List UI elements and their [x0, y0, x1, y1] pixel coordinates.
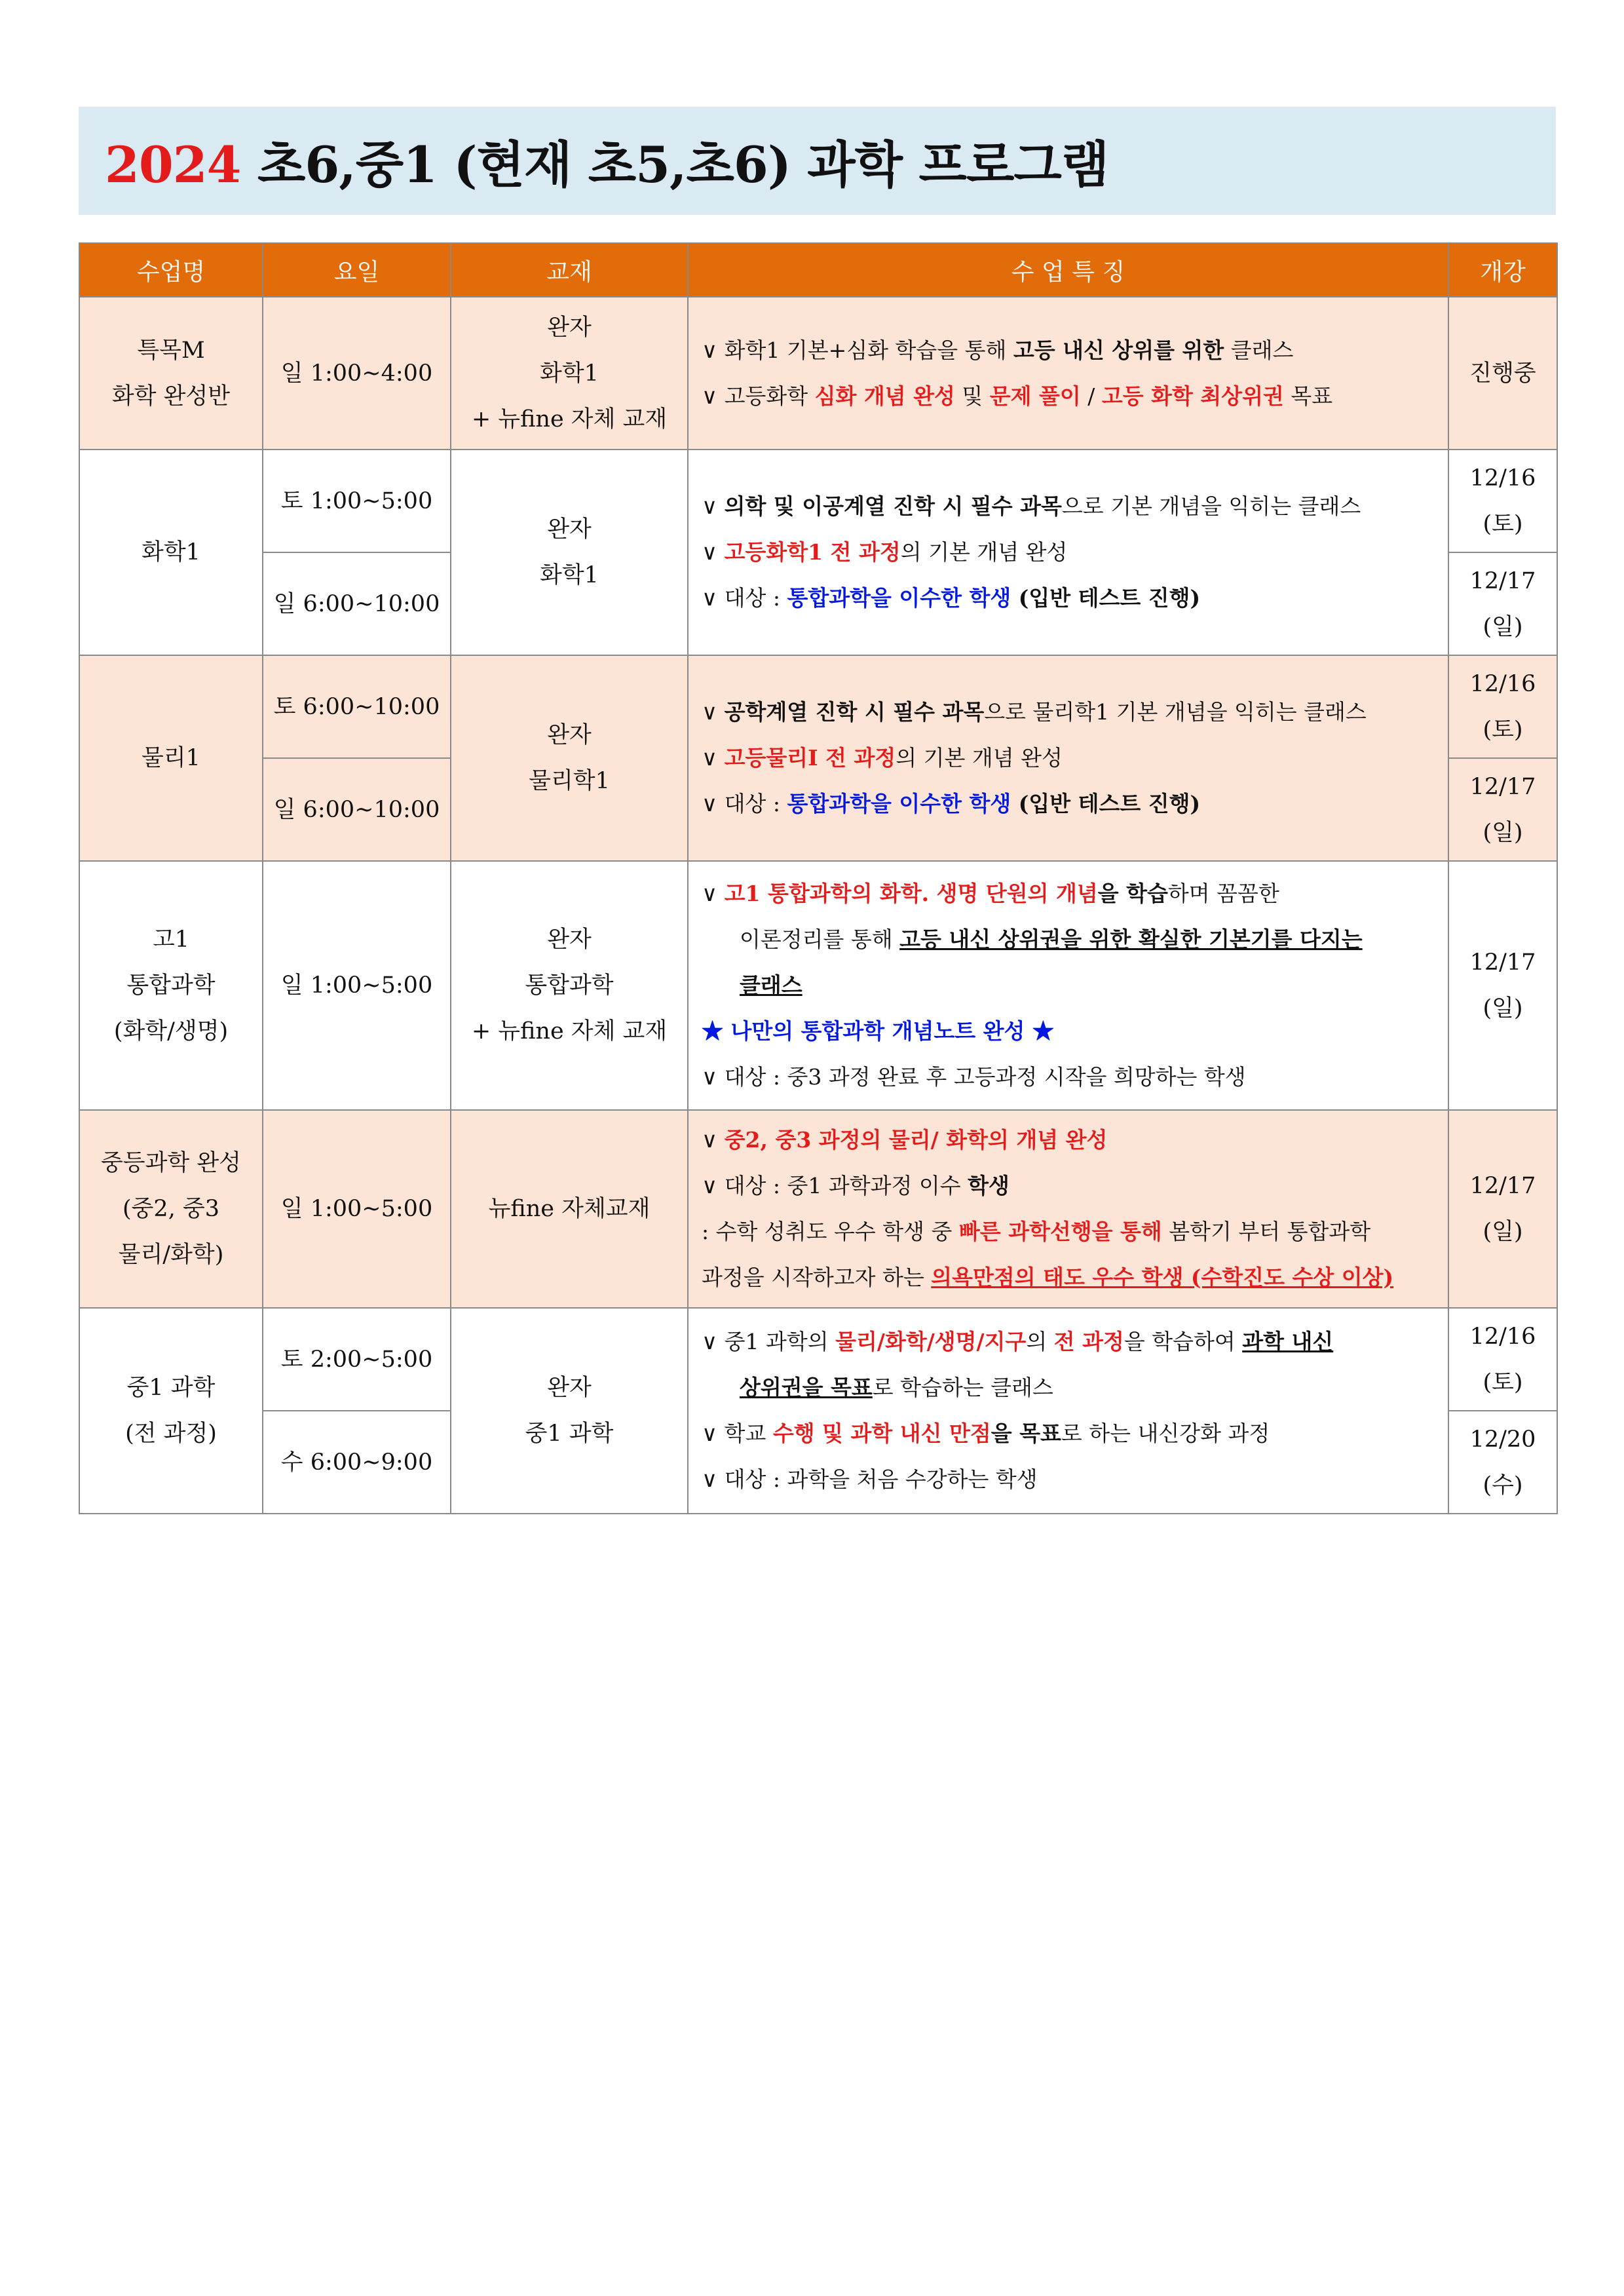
feature-text: 고등화학1 전 과정 [724, 539, 901, 565]
feature-text: : 수학 성취도 우수 학생 중 [702, 1219, 959, 1244]
table-row [79, 297, 1557, 450]
textbook-line: 통합과학 [525, 972, 614, 999]
page-title [105, 125, 1108, 197]
feature-text: 고등 내신 상위권을 위한 확실한 기본기를 다지는 [899, 927, 1363, 952]
class-name-line: (중2, 중3 [122, 1196, 220, 1222]
open-date-cell [1448, 655, 1557, 758]
feature-line [702, 781, 1435, 827]
open-date-line: (수) [1482, 1472, 1523, 1499]
feature-text: 과학 내신 [1242, 1329, 1334, 1354]
feature-text: ∨ [702, 1127, 725, 1153]
feature-text: 문제 풀이 [989, 383, 1081, 409]
class-time-cell: 토 1:00~5:00 [263, 450, 451, 552]
feature-line [702, 575, 1435, 621]
feature-text: 의욕만점의 태도 우수 학생 (수학진도 수상 이상) [931, 1265, 1394, 1290]
table-row [79, 655, 1557, 758]
open-date-cell [1448, 450, 1557, 552]
feature-text: ∨ 고등화학 [702, 383, 815, 409]
features-cell [688, 1110, 1448, 1308]
open-date-line: 12/17 [1469, 1173, 1536, 1199]
feature-text: 및 [954, 383, 990, 409]
class-time-cell: 일 6:00~10:00 [263, 552, 451, 655]
textbook-line: 중1 과학 [525, 1421, 614, 1447]
feature-text: ∨ [702, 881, 725, 906]
feature-text: 고등 화학 최상위권 [1101, 383, 1284, 409]
class-name-line: 화학1 [142, 539, 200, 565]
textbook-line: + 뉴fine 자체 교재 [471, 1018, 668, 1044]
class-name-line: 특목M [137, 337, 205, 364]
header-row [79, 243, 1557, 297]
feature-line [702, 1209, 1435, 1255]
feature-text: 중2, 중3 과정의 물리/ 화학의 개념 완성 [724, 1127, 1108, 1153]
textbook-line: 완자 [547, 1375, 592, 1401]
feature-text: 을 학습 [1097, 881, 1168, 906]
feature-line [702, 529, 1435, 575]
class-name-line: 중1 과학 [126, 1375, 216, 1401]
open-date-line: (일) [1482, 613, 1523, 640]
feature-text: 물리/화학/생명/지구 [835, 1329, 1027, 1354]
open-date-line: (토) [1482, 510, 1523, 537]
textbook-cell [451, 297, 688, 450]
features-cell [688, 861, 1448, 1110]
feature-text: 의 기본 개념 완성 [896, 745, 1063, 771]
open-date-line: (일) [1482, 1219, 1523, 1245]
feature-text: 학생 [968, 1173, 1010, 1198]
textbook-line: 화학1 [540, 562, 599, 588]
feature-text: 고등 내신 상위를 위한 [1013, 337, 1224, 363]
header-open-date: 개강 [1448, 243, 1557, 297]
features-cell [688, 1308, 1448, 1514]
feature-text: 로 하는 내신강화 과정 [1061, 1421, 1270, 1446]
feature-line [702, 735, 1435, 781]
feature-text: 봄학기 부터 통합과학 [1161, 1219, 1371, 1244]
feature-line [702, 1054, 1435, 1100]
feature-line [702, 373, 1435, 419]
feature-line [702, 1255, 1435, 1301]
feature-text: 하며 꼼꼼한 [1167, 881, 1279, 906]
class-time-cell: 일 1:00~4:00 [263, 297, 451, 450]
feature-line [702, 1163, 1435, 1209]
feature-text: ∨ 학교 [702, 1421, 773, 1446]
textbook-line: 물리학1 [529, 768, 610, 794]
header-class-name: 수업명 [79, 243, 263, 297]
header-day: 요일 [263, 243, 451, 297]
open-date-line: 12/16 [1469, 670, 1536, 697]
feature-text: ∨ [702, 539, 725, 565]
feature-line [702, 1319, 1435, 1365]
open-date-cell [1448, 1110, 1557, 1308]
feature-text: 빠른 과학선행을 통해 [958, 1219, 1162, 1244]
textbook-line: 완자 [547, 722, 592, 748]
feature-text: 심화 개념 완성 [814, 383, 955, 409]
title-text: 초6,중1 (현재 초5,초6) 과학 프로그램 [257, 136, 1109, 194]
feature-text: / [1080, 383, 1102, 409]
feature-line [702, 1457, 1435, 1502]
open-date-cell [1448, 1308, 1557, 1411]
open-date-cell [1448, 1411, 1557, 1514]
open-date-line: (일) [1482, 819, 1523, 846]
header-features: 수 업 특 징 [688, 243, 1448, 297]
textbook-cell [451, 450, 688, 655]
class-time-cell: 토 2:00~5:00 [263, 1308, 451, 1411]
class-time-cell: 일 1:00~5:00 [263, 861, 451, 1110]
feature-line [702, 689, 1435, 735]
feature-line [702, 484, 1435, 529]
feature-text: 로 학습하는 클래스 [872, 1375, 1053, 1400]
feature-text: ∨ 중1 과학의 [702, 1329, 836, 1354]
open-date-cell [1448, 758, 1557, 861]
open-date-line: 12/17 [1469, 567, 1536, 594]
features-cell [688, 297, 1448, 450]
feature-text: (입반 테스트 진행) [1011, 791, 1201, 816]
feature-text: ∨ 대상 : [702, 791, 787, 816]
feature-text: 목표 [1283, 383, 1333, 409]
open-date-cell [1448, 552, 1557, 655]
class-name-cell [79, 1110, 263, 1308]
schedule-body [79, 297, 1557, 1514]
class-name-line: 고1 [152, 927, 190, 953]
feature-text: 이론정리를 통해 [740, 927, 900, 952]
open-date-line: (일) [1482, 995, 1523, 1022]
class-time-cell: 일 6:00~10:00 [263, 758, 451, 861]
class-name-cell [79, 1308, 263, 1514]
feature-text: 을 학습하여 [1124, 1329, 1243, 1354]
feature-line [702, 917, 1435, 963]
class-name-cell [79, 861, 263, 1110]
feature-text: 의학 및 이공계열 진학 시 필수 과목 [724, 493, 1062, 519]
class-name-line: 화학 완성반 [111, 383, 231, 410]
feature-text: 공학계열 진학 시 필수 과목 [724, 699, 985, 725]
features-cell [688, 450, 1448, 655]
feature-text: 으로 기본 개념을 익히는 클래스 [1061, 493, 1361, 519]
textbook-line: + 뉴fine 자체 교재 [471, 406, 668, 432]
feature-text: ∨ 대상 : [702, 585, 787, 611]
feature-line [702, 963, 1435, 1008]
textbook-line: 화학1 [540, 360, 599, 387]
textbook-cell [451, 861, 688, 1110]
feature-text: ∨ 대상 : 과학을 처음 수강하는 학생 [702, 1466, 1038, 1492]
feature-text: 통합과학을 이수한 학생 [787, 791, 1011, 816]
textbook-line: 완자 [547, 314, 592, 341]
textbook-cell [451, 1110, 688, 1308]
table-row [79, 1308, 1557, 1411]
open-date-line: 12/17 [1469, 773, 1536, 800]
schedule-table [79, 242, 1558, 1514]
open-date-line: 12/16 [1469, 1323, 1536, 1350]
class-name-cell [79, 450, 263, 655]
feature-line [702, 1008, 1435, 1054]
feature-text: 고1 통합과학의 화학. 생명 단원의 개념 [724, 881, 1098, 906]
feature-text: 의 [1026, 1329, 1054, 1354]
textbook-line: 완자 [547, 516, 592, 543]
feature-text: (입반 테스트 진행) [1011, 585, 1201, 611]
class-name-cell [79, 297, 263, 450]
header-textbook: 교재 [451, 243, 688, 297]
feature-text: ∨ [702, 493, 725, 519]
class-name-line: 통합과학 [126, 972, 216, 999]
feature-text: 클래스 [740, 972, 803, 998]
class-time-cell: 일 1:00~5:00 [263, 1110, 451, 1308]
table-row [79, 1110, 1557, 1308]
open-date-line: 12/17 [1469, 949, 1536, 976]
feature-line [702, 328, 1435, 373]
features-cell [688, 655, 1448, 861]
feature-text: ∨ 대상 : 중1 과학과정 이수 [702, 1173, 968, 1198]
title-banner [79, 107, 1556, 215]
open-date-cell [1448, 861, 1557, 1110]
open-date-line: (토) [1482, 1369, 1523, 1396]
class-name-line: 중등과학 완성 [101, 1150, 241, 1176]
feature-line [702, 1365, 1435, 1411]
feature-text: 고등물리I 전 과정 [724, 745, 896, 771]
feature-text: 으로 물리학1 기본 개념을 익히는 클래스 [984, 699, 1367, 725]
open-date-line: 12/16 [1469, 465, 1536, 491]
textbook-line: 뉴fine 자체교재 [488, 1196, 651, 1222]
feature-text: 클래스 [1224, 337, 1294, 363]
feature-line [702, 871, 1435, 917]
textbook-line: 완자 [547, 927, 592, 953]
class-name-line: (전 과정) [125, 1421, 217, 1447]
feature-text: 전 과정 [1053, 1329, 1124, 1354]
feature-text: ∨ 화학1 기본+심화 학습을 통해 [702, 337, 1013, 363]
open-date-line: 12/20 [1469, 1426, 1536, 1453]
feature-text: 통합과학을 이수한 학생 [787, 585, 1011, 611]
feature-text: 수행 및 과학 내신 만점 [772, 1421, 991, 1446]
feature-line [702, 1411, 1435, 1457]
feature-text: 상위권을 목표 [740, 1375, 873, 1400]
feature-text: ∨ [702, 699, 725, 725]
title-year: 2024 [105, 136, 241, 194]
feature-text: ★ 나만의 통합과학 개념노트 완성 ★ [702, 1018, 1054, 1044]
feature-text: ∨ [702, 745, 725, 771]
class-time-cell: 토 6:00~10:00 [263, 655, 451, 758]
open-date-cell [1448, 297, 1557, 450]
table-row [79, 450, 1557, 552]
open-date-line: (토) [1482, 716, 1523, 743]
feature-text: 의 기본 개념 완성 [900, 539, 1068, 565]
feature-text: ∨ 대상 : 중3 과정 완료 후 고등과정 시작을 희망하는 학생 [702, 1064, 1246, 1090]
class-name-cell [79, 655, 263, 861]
textbook-cell [451, 1308, 688, 1514]
open-date-line: 진행중 [1469, 360, 1536, 387]
table-row [79, 861, 1557, 1110]
feature-text: 을 목표 [991, 1421, 1061, 1446]
feature-line [702, 1117, 1435, 1163]
class-name-line: 물리/화학) [118, 1242, 224, 1268]
class-name-line: (화학/생명) [113, 1018, 229, 1044]
textbook-cell [451, 655, 688, 861]
feature-text: 과정을 시작하고자 하는 [702, 1265, 932, 1290]
class-time-cell: 수 6:00~9:00 [263, 1411, 451, 1514]
class-name-line: 물리1 [142, 745, 200, 771]
